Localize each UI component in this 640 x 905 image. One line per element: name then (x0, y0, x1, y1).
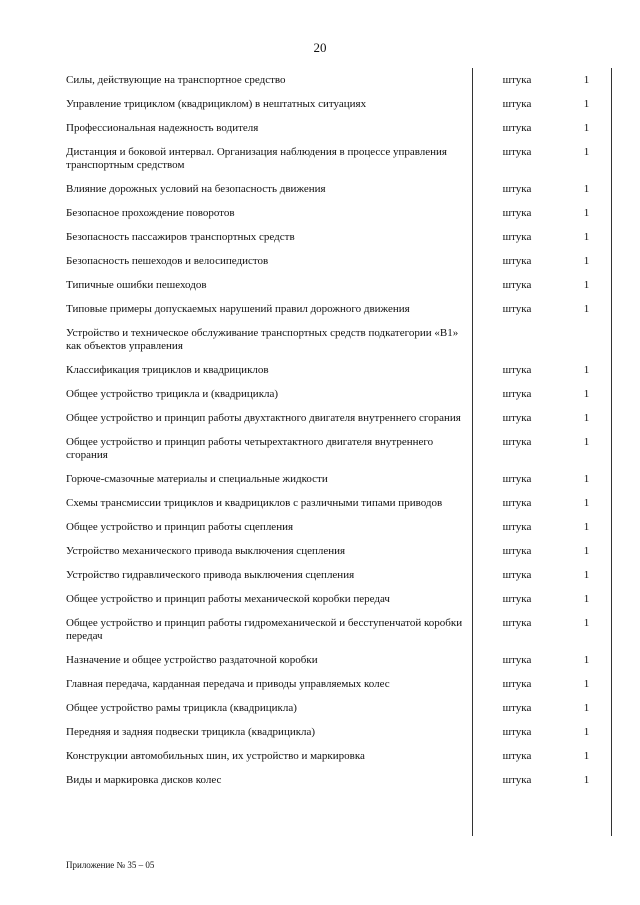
item-unit: штука (502, 388, 532, 400)
item-quantity: 1 (583, 617, 590, 629)
item-unit: штука (502, 569, 532, 581)
table-row (66, 672, 611, 696)
item-unit: штука (502, 497, 532, 509)
table-row (66, 140, 611, 177)
item-name: Назначение и общее устройство раздаточной коробки (66, 654, 318, 666)
item-quantity: 1 (583, 364, 590, 376)
item-name: Безопасность пассажиров транспортных средств (66, 231, 295, 243)
item-quantity: 1 (583, 521, 590, 533)
page-number: 20 (313, 40, 327, 55)
item-unit: штука (502, 412, 532, 424)
item-name: Конструкции автомобильных шин, их устройство и маркировка (66, 750, 365, 762)
table-row (66, 720, 611, 744)
item-name: Типовые примеры допускаемых нарушений правил дорожного движения (66, 303, 410, 315)
table-row (66, 563, 611, 587)
item-quantity: 1 (583, 98, 590, 110)
item-name: Общее устройство и принцип работы двухтактного двигателя внутреннего сгорания (66, 412, 461, 424)
item-unit: штука (502, 617, 532, 629)
item-unit: штука (502, 183, 532, 195)
item-quantity: 1 (583, 122, 590, 134)
item-name: Общее устройство и принцип работы четырехтактного двигателя внутреннего сгорания (66, 436, 434, 461)
table-row (66, 611, 611, 648)
item-name: Безопасное прохождение поворотов (66, 207, 235, 219)
table-row (66, 406, 611, 430)
item-unit: штука (502, 593, 532, 605)
table-row (66, 467, 611, 491)
item-name: Общее устройство и принцип работы сцепления (66, 521, 294, 533)
table-row (66, 696, 611, 720)
item-name: Главная передача, карданная передача и приводы управляемых колес (66, 678, 390, 690)
table-row (66, 587, 611, 611)
item-quantity: 1 (583, 279, 590, 291)
table-row (66, 116, 611, 140)
item-unit: штука (502, 74, 532, 86)
item-quantity: 1 (583, 74, 590, 86)
item-unit: штука (502, 207, 532, 219)
table-row (66, 177, 611, 201)
table-row (66, 539, 611, 563)
item-quantity: 1 (583, 569, 590, 581)
item-unit: штука (502, 726, 532, 738)
table-row (66, 321, 611, 358)
item-unit: штука (502, 545, 532, 557)
table-row (66, 491, 611, 515)
item-unit: штука (502, 279, 532, 291)
item-unit: штука (502, 146, 532, 158)
item-name: Общее устройство и принцип работы механической коробки передач (66, 593, 390, 605)
table-row (66, 273, 611, 297)
item-name: Дистанция и боковой интервал. Организация наблюдения в процессе управления транспортным средством (66, 146, 447, 171)
item-quantity: 1 (583, 146, 590, 158)
item-name: Типичные ошибки пешеходов (66, 279, 207, 291)
item-quantity: 1 (583, 303, 590, 315)
table-row (66, 358, 611, 382)
table-row (66, 744, 611, 768)
item-name: Передняя и задняя подвески трицикла (квадрицикла) (66, 726, 316, 738)
item-unit: штука (502, 473, 532, 485)
table-row (66, 249, 611, 273)
item-quantity: 1 (583, 702, 590, 714)
item-quantity: 1 (583, 678, 590, 690)
item-unit: штука (502, 702, 532, 714)
item-name: Классификация трициклов и квадрициклов (66, 364, 269, 376)
item-name: Безопасность пешеходов и велосипедистов (66, 255, 269, 267)
item-quantity: 1 (583, 545, 590, 557)
item-quantity: 1 (583, 774, 590, 786)
item-quantity: 1 (583, 750, 590, 762)
item-quantity: 1 (583, 654, 590, 666)
item-name: Виды и маркировка дисков колес (66, 774, 222, 786)
item-unit: штука (502, 255, 532, 267)
item-name: Устройство механического привода выключения сцепления (66, 545, 346, 557)
item-unit: штука (502, 98, 532, 110)
item-unit: штука (502, 436, 532, 448)
table-row (66, 430, 611, 467)
item-unit: штука (502, 122, 532, 134)
item-quantity: 1 (583, 412, 590, 424)
item-unit: штука (502, 303, 532, 315)
table-row (66, 768, 611, 792)
item-name: Общее устройство трицикла и (квадрицикла) (66, 388, 279, 400)
item-unit: штука (502, 750, 532, 762)
item-unit: штука (502, 231, 532, 243)
item-quantity: 1 (583, 593, 590, 605)
item-unit: штука (502, 654, 532, 666)
item-name: Управление трициклом (квадрициклом) в нештатных ситуациях (66, 98, 367, 110)
item-quantity: 1 (583, 497, 590, 509)
item-name: Общее устройство и принцип работы гидромеханической и бесступенчатой коробки передач (66, 617, 463, 642)
item-quantity: 1 (583, 473, 590, 485)
item-quantity: 1 (583, 255, 590, 267)
item-quantity: 1 (583, 207, 590, 219)
table-row (66, 382, 611, 406)
item-name: Общее устройство рамы трицикла (квадрицикла) (66, 702, 297, 714)
footer-note: Приложение № 35 – 05 (66, 860, 155, 870)
item-name: Схемы трансмиссии трициклов и квадрициклов с различными типами приводов (66, 497, 443, 509)
column-divider-right (611, 68, 612, 836)
table-row (66, 201, 611, 225)
item-unit: штука (502, 364, 532, 376)
item-name: Профессиональная надежность водителя (66, 122, 259, 134)
item-name: Устройство гидравлического привода выключения сцепления (66, 569, 355, 581)
table-row (66, 92, 611, 116)
table-row (66, 648, 611, 672)
item-quantity: 1 (583, 231, 590, 243)
item-quantity: 1 (583, 183, 590, 195)
item-name: Горюче-смазочные материалы и специальные жидкости (66, 473, 328, 485)
table-row (66, 68, 611, 92)
item-name: Влияние дорожных условий на безопасность движения (66, 183, 326, 195)
table-row (66, 225, 611, 249)
table-row (66, 515, 611, 539)
item-quantity: 1 (583, 436, 590, 448)
item-quantity: 1 (583, 726, 590, 738)
equipment-table (66, 68, 611, 792)
item-name: Устройство и техническое обслуживание транспортных средств подкатегории «В1» как объектов управления (66, 327, 459, 352)
item-quantity: 1 (583, 388, 590, 400)
item-name: Силы, действующие на транспортное средство (66, 74, 286, 86)
table-row (66, 297, 611, 321)
item-unit: штука (502, 521, 532, 533)
item-unit: штука (502, 774, 532, 786)
item-unit: штука (502, 678, 532, 690)
